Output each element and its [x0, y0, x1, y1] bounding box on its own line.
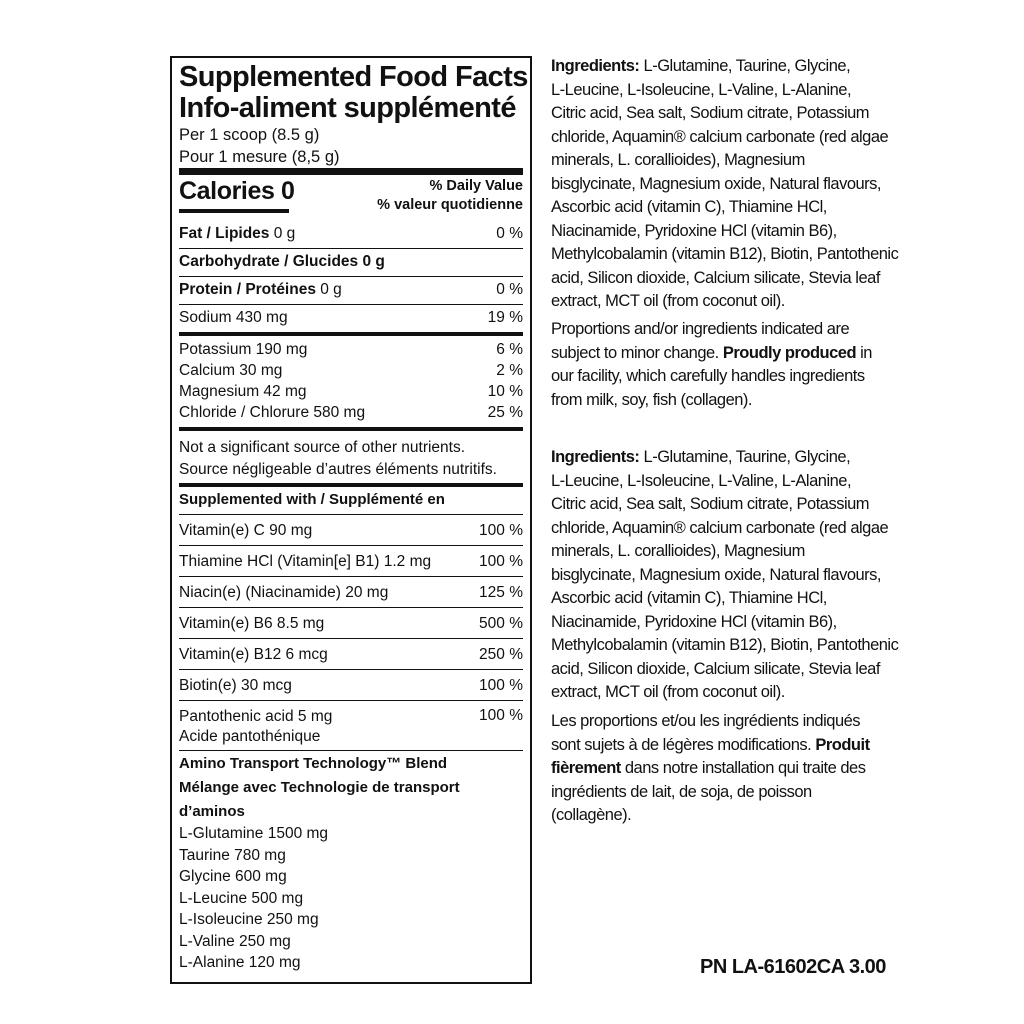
panel-title-fr: Info-aliment supplémenté	[179, 92, 516, 124]
note	[179, 431, 523, 483]
fat-amount: 0 g	[269, 225, 296, 242]
ingredients-line: bisglycinate, Magnesium oxide, Natural flavours,	[551, 174, 882, 193]
calories: Calories 0	[179, 177, 295, 205]
vitamin-label: Thiamine HCl (Vitamin[e] B1) 1.2 mg	[179, 553, 432, 570]
ingredients-line: acid, Silicon dioxide, Calcium silicate, Stevia leaf	[551, 268, 880, 287]
ingredients-block-en	[551, 55, 921, 314]
protein-pct: 0 %	[496, 281, 523, 298]
vitamin-pct: 125 %	[479, 584, 523, 601]
ingredients-line: bisglycinate, Magnesium oxide, Natural flavours,	[551, 565, 882, 584]
ingredients-block-fr	[551, 446, 921, 705]
vitamin-label: Vitamin(e) B6 8.5 mg	[179, 615, 325, 632]
pantothenic-label-fr: Acide pantothénique	[179, 728, 321, 745]
ingredients-label: Ingredients:	[551, 448, 640, 466]
ingredients-line: Ascorbic acid (vitamin C), Thiamine HCl,	[551, 198, 827, 216]
vitamin-pct: 500 %	[479, 615, 523, 632]
blend-item: L-Glutamine 1500 mg	[179, 825, 329, 842]
mineral-row	[179, 382, 523, 403]
mineral-pct: 25 %	[487, 404, 523, 421]
ingredients-line: Niacinamide, Pyridoxine HCl (vitamin B6),	[551, 612, 837, 631]
blend-item: L-Alanine 120 mg	[179, 954, 301, 971]
vitamin-label: Biotin(e) 30 mcg	[179, 677, 292, 694]
ingredients-line: minerals, L. corallioides), Magnesium	[551, 151, 805, 169]
ingredients-line: chloride, Aquamin® calcium carbonate (red algae	[551, 127, 889, 146]
daily-value-header	[377, 177, 523, 215]
serving-size-fr: Pour 1 mesure (8,5 g)	[179, 148, 340, 166]
blend-item: L-Isoleucine 250 mg	[179, 911, 319, 928]
amino-blend	[179, 751, 523, 974]
statement-text: subject to minor change.	[551, 343, 723, 362]
vitamin-row	[179, 608, 523, 639]
statement-line: our facility, which carefully handles ingredients	[551, 367, 865, 385]
vitamin-row	[179, 670, 523, 701]
ingredients-line: Methylcobalamin (vitamin B12), Biotin, Pantothenic	[551, 636, 899, 654]
ingredients-line: Citric acid, Sea salt, Sodium citrate, Potassium	[551, 104, 870, 122]
carbohydrate-row	[179, 249, 523, 277]
statement-text: sont sujets à de légères modifications.	[551, 735, 816, 754]
ingredients-line: chloride, Aquamin® calcium carbonate (red algae	[551, 518, 889, 537]
protein-amount: 0 g	[315, 281, 342, 298]
allergen-statement-fr	[551, 710, 921, 828]
blend-item: Glycine 600 mg	[179, 868, 287, 885]
pantothenic-row	[179, 701, 523, 751]
statement-line: Les proportions et/ou les ingrédients indiqués	[551, 712, 861, 730]
mineral-row	[179, 403, 523, 427]
ingredients-line: extract, MCT oil (from coconut oil).	[551, 292, 785, 310]
vitamin-row	[179, 546, 523, 577]
statement-line: ingrédients de lait, de soja, de poisson	[551, 782, 812, 801]
blend-title-en: Amino Transport Technology™ Blend	[179, 755, 448, 772]
carbohydrate-label: Carbohydrate / Glucides 0 g	[179, 253, 385, 270]
mineral-pct: 6 %	[496, 341, 523, 358]
statement-bold: Proudly produced	[722, 343, 857, 362]
vitamin-label: Niacin(e) (Niacinamide) 20 mg	[179, 584, 389, 601]
panel-title-en: Supplemented Food Facts	[179, 61, 528, 93]
supplemented-header-label: Supplemented with / Supplémenté en	[179, 491, 445, 508]
ingredients-line: L-Leucine, L-Isoleucine, L-Valine, L-Alanine,	[551, 80, 852, 99]
statement-line: (collagène).	[551, 806, 632, 824]
vitamin-row	[179, 577, 523, 608]
ingredients-line: L-Leucine, L-Isoleucine, L-Valine, L-Alanine,	[551, 471, 852, 490]
serving-size-en: Per 1 scoop (8.5 g)	[179, 126, 320, 144]
ingredients-line: Methylcobalamin (vitamin B12), Biotin, Pantothenic	[551, 245, 899, 263]
mineral-row	[179, 340, 523, 361]
ingredients-line	[551, 446, 921, 470]
mineral-label: Calcium 30 mg	[179, 362, 283, 379]
ingredients-line	[551, 55, 921, 79]
allergen-statement-en	[551, 318, 921, 412]
blend-item: L-Leucine 500 mg	[179, 889, 304, 907]
nutrition-facts-panel	[170, 56, 532, 984]
sodium-label: Sodium 430 mg	[179, 309, 288, 326]
mineral-pct: 2 %	[496, 362, 523, 379]
blend-item: Taurine 780 mg	[179, 846, 286, 864]
mineral-row	[179, 361, 523, 382]
statement-bold: fièrement	[551, 759, 621, 777]
daily-value-en: % Daily Value	[429, 178, 523, 194]
fat-row	[179, 221, 523, 249]
supplemented-header	[179, 487, 523, 515]
pantothenic-pct: 100 %	[479, 707, 523, 724]
statement-bold: Produit	[815, 735, 870, 754]
mineral-label: Potassium 190 mg	[179, 341, 308, 358]
vitamin-row	[179, 639, 523, 670]
calories-row	[179, 175, 523, 221]
sodium-pct: 19 %	[487, 309, 523, 326]
divider-thick	[179, 168, 523, 175]
ingredients-line: extract, MCT oil (from coconut oil).	[551, 683, 785, 701]
protein-label: Protein / Protéines	[179, 281, 316, 298]
ingredients-text: L-Glutamine, Taurine, Glycine,	[639, 57, 851, 75]
mineral-label: Magnesium 42 mg	[179, 383, 307, 400]
mineral-label: Chloride / Chlorure 580 mg	[179, 404, 366, 421]
ingredients-line: minerals, L. corallioides), Magnesium	[551, 542, 805, 560]
daily-value-fr: % valeur quotidienne	[377, 197, 523, 213]
protein-row	[179, 277, 523, 305]
mineral-pct: 10 %	[487, 383, 523, 400]
vitamin-pct: 100 %	[479, 677, 523, 694]
ingredients-text: L-Glutamine, Taurine, Glycine,	[639, 448, 851, 466]
vitamin-pct: 100 %	[479, 522, 523, 539]
ingredients-line: acid, Silicon dioxide, Calcium silicate, Stevia leaf	[551, 659, 880, 678]
sodium-row	[179, 305, 523, 332]
vitamin-label: Vitamin(e) C 90 mg	[179, 522, 313, 539]
vitamin-pct: 100 %	[479, 553, 523, 570]
ingredients-line: Niacinamide, Pyridoxine HCl (vitamin B6),	[551, 221, 837, 240]
calories-underline	[179, 209, 289, 213]
pantothenic-label-en: Pantothenic acid 5 mg	[179, 708, 333, 725]
statement-line: from milk, soy, fish (collagen).	[551, 390, 752, 409]
vitamin-pct: 250 %	[479, 646, 523, 663]
statement-line	[551, 342, 921, 366]
statement-line: Proportions and/or ingredients indicated are	[551, 320, 850, 338]
statement-line	[551, 757, 921, 781]
blend-item: L-Valine 250 mg	[179, 932, 291, 950]
note-fr: Source négligeable d’autres éléments nutritifs.	[179, 461, 497, 478]
note-en: Not a significant source of other nutrients.	[179, 439, 466, 456]
fat-label: Fat / Lipides	[179, 225, 270, 242]
part-number: PN LA-61602CA 3.00	[700, 956, 886, 978]
vitamin-label: Vitamin(e) B12 6 mcg	[179, 646, 328, 663]
statement-text: dans notre installation qui traite des	[620, 759, 866, 777]
ingredients-line: Citric acid, Sea salt, Sodium citrate, Potassium	[551, 495, 870, 513]
ingredients-line: Ascorbic acid (vitamin C), Thiamine HCl,	[551, 589, 827, 607]
vitamin-row	[179, 515, 523, 546]
statement-line	[551, 734, 921, 758]
ingredients-label: Ingredients:	[551, 57, 640, 75]
blend-title-fr: Mélange avec Technologie de transport	[179, 779, 460, 796]
fat-pct: 0 %	[496, 225, 523, 242]
blend-title-fr-cont: d’aminos	[179, 803, 245, 820]
statement-text: in	[856, 343, 872, 362]
